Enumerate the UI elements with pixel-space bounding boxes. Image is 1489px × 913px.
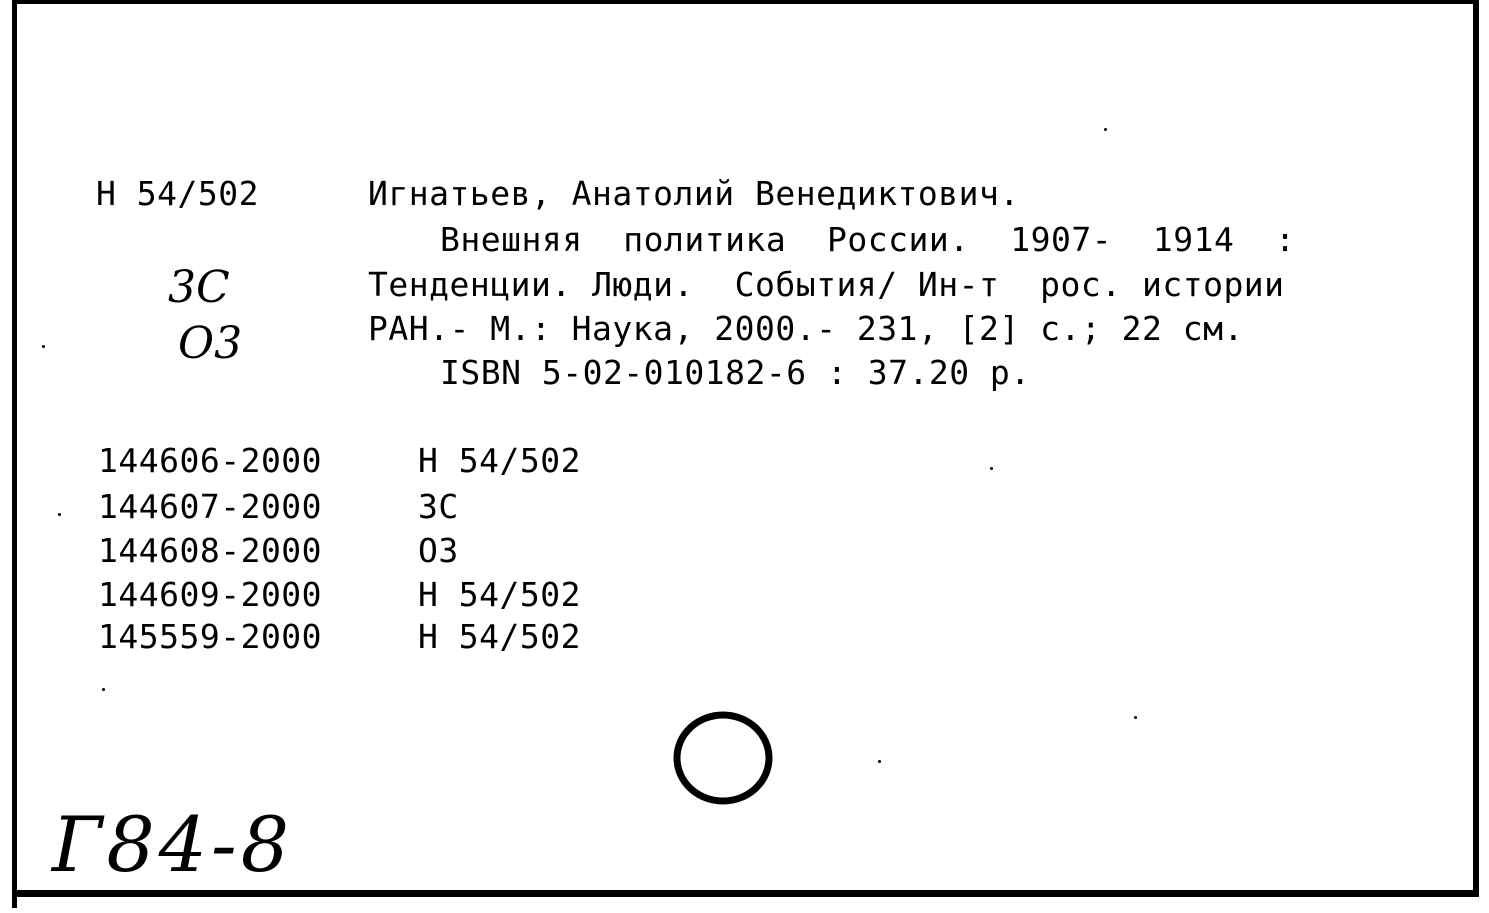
handwritten-mark-1: 3С [168,262,230,313]
punch-hole-icon [670,708,780,810]
handwritten-code: Г84-8 [52,800,294,889]
holding-location: Н 54/502 [418,575,581,614]
description-line-1: Внешняя политика России. 1907- 1914 : [440,220,1296,259]
holding-inventory: 144606-2000 [98,441,323,480]
speck [1134,716,1137,719]
speck [42,345,45,348]
author-heading: Игнатьев, Анатолий Венедиктович. [368,174,1020,213]
card-border-top [14,0,1474,4]
holding-inventory: 144608-2000 [98,531,323,570]
holding-location: Н 54/502 [418,617,581,656]
holding-location: Н 54/502 [418,441,581,480]
handwritten-mark-2: О3 [178,318,243,369]
holding-inventory: 144609-2000 [98,575,323,614]
holding-inventory: 145559-2000 [98,617,323,656]
holding-inventory: 144607-2000 [98,487,323,526]
card-border-right [1473,0,1479,895]
speck [1104,128,1107,131]
speck [990,467,993,470]
call-number: Н 54/502 [96,174,259,213]
card-border-bottom [12,890,1479,897]
description-line-3: РАН.- М.: Наука, 2000.- 231, [2] с.; 22 см. [368,309,1244,348]
description-line-2: Тенденции. Люди. События/ Ин-т рос. истории [368,265,1285,304]
holding-location: ОЗ [418,531,459,570]
speck [102,688,105,691]
speck [58,513,61,516]
holding-location: ЗС [418,487,459,526]
card-border-left [12,0,17,908]
isbn-line: ISBN 5-02-010182-6 : 37.20 р. [440,353,1031,392]
speck [878,760,881,763]
